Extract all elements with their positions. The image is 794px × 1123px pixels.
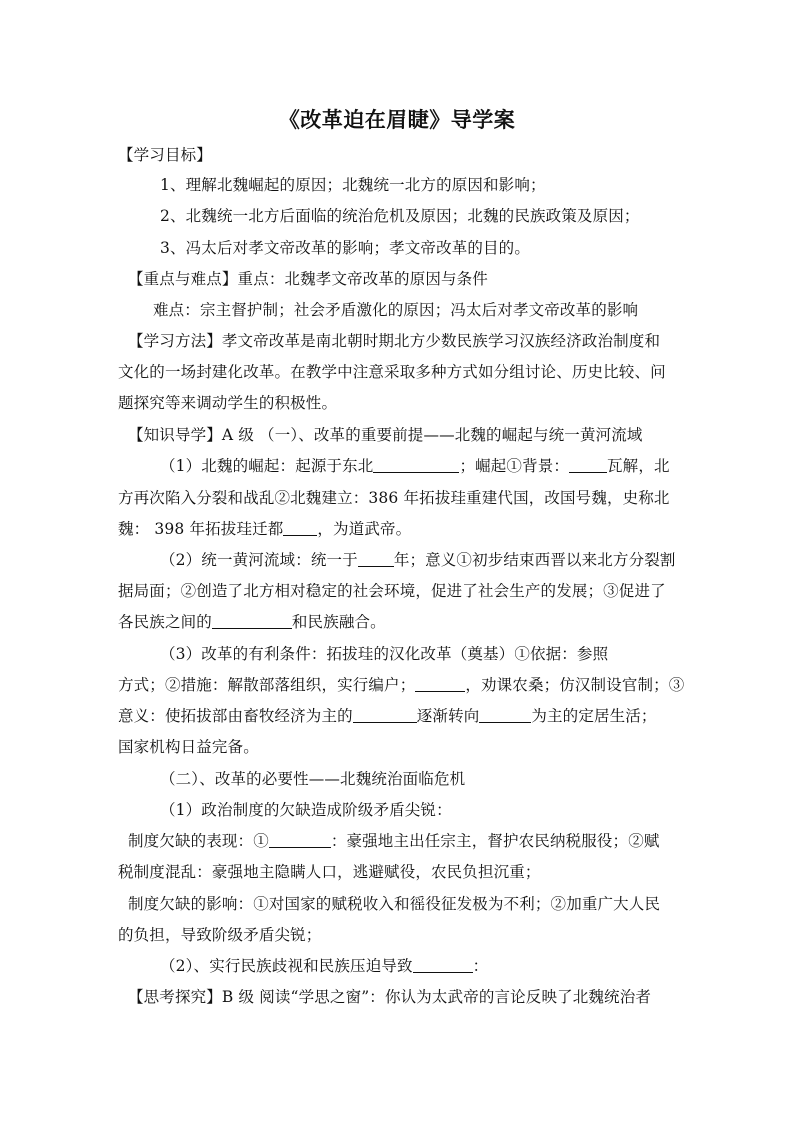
para-2-line-3: 各民族之间的 和民族融合。 xyxy=(118,613,386,631)
fill-blank[interactable] xyxy=(569,456,607,473)
section-goals-heading: 【学习目标】 xyxy=(118,146,212,164)
sub-2-line: （2）、实行民族歧视和民族压迫导致 ： xyxy=(160,957,489,975)
fill-blank[interactable] xyxy=(353,706,417,723)
para-3-line-1: （3）改革的有利条件：拓拔珪的汉化改革（奠基）①依据：参照 xyxy=(160,645,609,663)
para-1-line-1: （1）北魏的崛起：起源于东北 ；崛起①背景： 瓦解，北 xyxy=(160,457,670,475)
knowledge-heading: 【知识导学】A 级 （一）、改革的重要前提——北魏的崛起与统一黄河流域 xyxy=(128,426,643,444)
method-line-1: 【学习方法】孝文帝改革是南北朝时期北方少数民族学习汉族经济政治制度和 xyxy=(128,332,661,350)
fill-blank[interactable] xyxy=(479,706,531,723)
sub-1-line-2: 税制度混乱：豪强地主隐瞒人口，逃避赋役，农民负担沉重； xyxy=(118,863,541,881)
fill-blank[interactable] xyxy=(415,675,465,692)
para-1-line-3: 魏： 398 年拓拔珪迁都 ，为道武帝。 xyxy=(118,520,412,538)
para-3-line-3: 意义：使拓拔部由畜牧经济为主的 逐渐转向 为主的定居生活； xyxy=(118,707,657,725)
fill-blank[interactable] xyxy=(212,612,292,629)
method-line-2: 文化的一场封建化改革。在教学中注意采取多种方式如分组讨论、历史比较、问 xyxy=(118,363,666,381)
fill-blank[interactable] xyxy=(283,519,317,536)
fill-blank[interactable] xyxy=(413,956,473,973)
document-title: 《改革迫在眉睫》导学案 xyxy=(278,107,516,132)
para-2-line-1: （2）统一黄河流域：统一于 年；意义①初步结束西晋以来北方分裂割 xyxy=(160,551,676,569)
sub-1-heading: （1）政治制度的欠缺造成阶级矛盾尖锐： xyxy=(160,801,452,819)
sub-1-line-3: 制度欠缺的影响：①对国家的赋税收入和徭役征发极为不利；②加重广大人民 xyxy=(128,895,661,913)
key-points: 【重点与难点】重点：北魏孝文帝改革的原因与条件 xyxy=(128,270,488,288)
para-2-line-2: 据局面；②创造了北方相对稳定的社会环境，促进了社会生产的发展；③促进了 xyxy=(118,582,666,600)
thinking-inquiry-line: 【思考探究】B 级 阅读“学思之窗”：你认为太武帝的言论反映了北魏统治者 xyxy=(128,988,651,1006)
fill-blank[interactable] xyxy=(358,550,394,567)
sub-1-line-1: 制度欠缺的表现：① ：豪强地主出任宗主，督护农民纳税服役；②赋 xyxy=(128,832,660,850)
method-line-3: 题探究等来调动学生的积极性。 xyxy=(118,394,338,412)
fill-blank[interactable] xyxy=(269,831,331,848)
section-2-heading: （二）、改革的必要性——北魏统治面临危机 xyxy=(160,770,466,788)
goal-3: 3、冯太后对孝文帝改革的影响；孝文帝改革的目的。 xyxy=(160,239,530,257)
para-3-line-4: 国家机构日益完备。 xyxy=(118,738,259,756)
para-3-line-2: 方式；②措施：解散部落组织，实行编户； ，劝课农桑；仿汉制设官制；③ xyxy=(118,676,685,694)
goal-1: 1、理解北魏崛起的原因；北魏统一北方的原因和影响； xyxy=(160,176,546,194)
sub-1-line-4: 的负担，导致阶级矛盾尖锐； xyxy=(118,926,322,944)
para-1-line-2: 方再次陷入分裂和战乱②北魏建立：386 年拓拔珪重建代国，改国号魏，史称北 xyxy=(118,489,670,507)
fill-blank[interactable] xyxy=(373,456,459,473)
goal-2: 2、北魏统一北方后面临的统治危机及原因；北魏的民族政策及原因； xyxy=(160,207,640,225)
difficult-points: 难点：宗主督护制；社会矛盾激化的原因；冯太后对孝文帝改革的影响 xyxy=(153,301,639,319)
